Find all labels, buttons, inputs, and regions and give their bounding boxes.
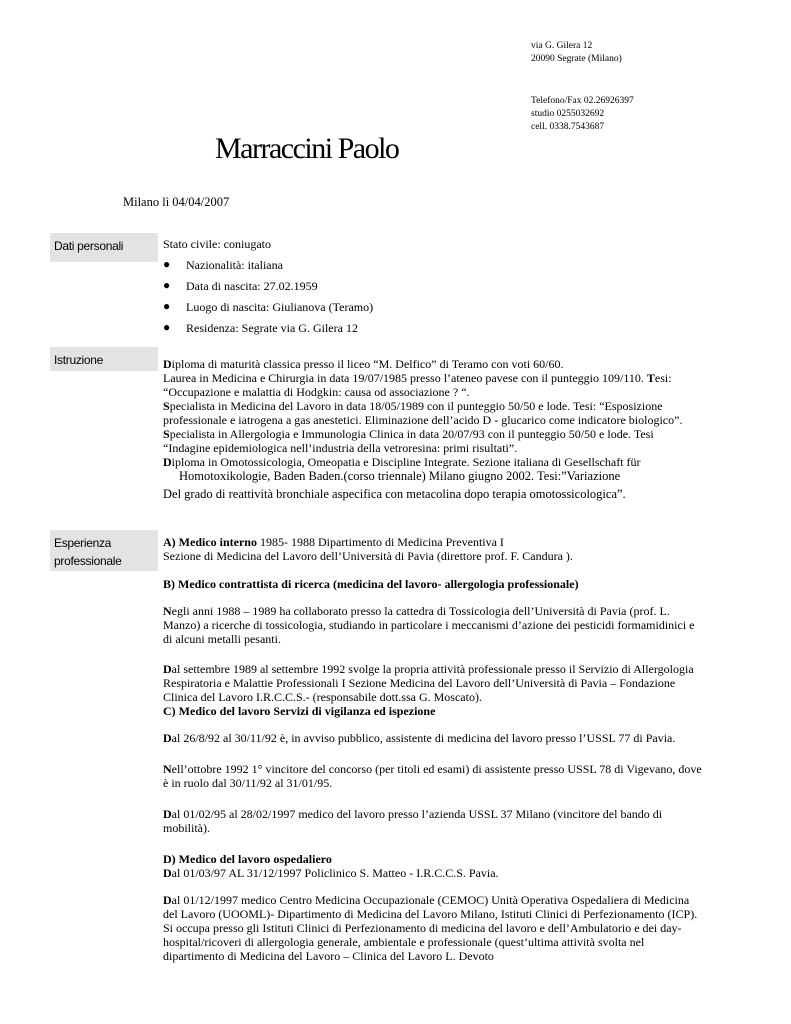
contact-block [531,95,771,134]
stato-civile: Stato civile: coniugato [163,237,271,251]
esperienza-c-p2: Nell’ottobre 1992 1° vincitore del concorso (per titoli ed esami) di assistente presso USSL 78 di Vigevano, dove è in ruolo dal 30/11/92 al 31/01/95. [163,762,702,790]
istruzione-line: Diploma in Omotossicologia, Omeopatia e Discipline Integrate. Sezione italiana di Gesellschaft für [163,455,641,469]
istruzione-line: Specialista in Allergologia e Immunologia Clinica in data 20/07/93 con il punteggio 50/50 e lode. Tesi “Indagine epidemiologica nell’industria della vetroresina: primi risultati”. [163,427,654,455]
section-label-esperienza: Esperienza professionale [50,530,158,571]
esperienza-d-title: D) Medico del lavoro ospedaliero [163,852,332,866]
list-item-text: Residenza: Segrate via G. Gilera 12 [186,321,358,335]
esperienza-b-title: B) Medico contrattista di ricerca (medicina del lavoro- allergologia professionale) [163,577,579,591]
section-label-istruzione: Istruzione [50,347,158,371]
person-name: Marraccini Paolo [215,132,399,165]
istruzione-line: “Occupazione e malattia di Hodgkin: causa od associazione ? “. [163,385,470,399]
contact-tel: Telefono/Fax 02.26926397 [531,96,634,106]
bullet-icon: ● [163,257,171,271]
esperienza-c-title: C) Medico del lavoro Servizi di vigilanza ed ispezione [163,704,436,718]
istruzione-block [163,357,703,502]
address-street: via G. Gilera 12 [531,41,593,51]
istruzione-line: Diploma di maturità classica presso il liceo “M. Delfico” di Teramo con voti 60/60. [163,357,564,371]
istruzione-line: Homotoxikologie, Baden Baden.(corso triennale) Milano giugno 2002. Tesi:”Variazione [179,469,621,483]
esperienza-a: A) Medico interno 1985- 1988 Dipartimento di Medicina Preventiva I [163,535,504,549]
address-block [531,40,771,66]
esperienza-c-p3: Dal 01/02/95 al 28/02/1997 medico del lavoro presso l’azienda USSL 37 Milano (vincitore del bando di mobilità). [163,807,663,835]
esperienza-block [163,535,703,963]
bullet-icon: ● [163,320,171,334]
list-item-text: Data di nascita: 27.02.1959 [186,279,318,293]
esperienza-c-p1: Dal 26/8/92 al 30/11/92 è, in avviso pubblico, assistente di medicina del lavoro presso l’USSL 77 di Pavia. [163,731,676,745]
esperienza-b-p1: Negli anni 1988 – 1989 ha collaborato presso la cattedra di Tossicologia dell’Università di Pavia (prof. L. Manzo) a ricerche di tossicologia, studiando in particolare i meccanismi d’azione dei pesticidi formamidinici e di alcuni metalli pesanti. [163,604,695,646]
address-city: 20090 Segrate (Milano) [531,54,622,64]
contact-studio: studio 0255032692 [531,109,605,119]
esperienza-d-p2: Dal 01/12/1997 medico Centro Medicina Occupazionale (CEMOC) Unità Operativa Ospedaliera di Medicina del Lavoro (UOOML)- Dipartimento di Medicina del Lavoro Milano, Istituti Clinici di Perfezionamento (ICP). Si occupa presso gli Istituti Clinici di Perfezionamento di medicina del lavoro e dell’Ambulatorio e dei day- hospital/ricoveri di allergologia generale, ambientale e professionale (quest’ultima attività svolta nel dipartimento di Medicina del Lavoro – Clinica del Lavoro L. Devoto [163,893,698,963]
section-label-dati-personali: Dati personali [50,233,158,262]
istruzione-line: Laurea in Medicina e Chirurgia in data 19/07/1985 presso l’ateneo pavese con il punteggio 109/110. Tesi: [163,371,672,385]
esperienza-b-p2: Dal settembre 1989 al settembre 1992 svolge la propria attività professionale presso il Servizio di Allergologia Respiratoria e Malattie Professionali I Sezione Medicina del Lavoro dell’Università di Pavia – Fondazione Clinica del Lavoro I.R.C.C.S.- (responsabile dott.ssa G. Moscato). [163,662,694,704]
istruzione-line: Specialista in Medicina del Lavoro in data 18/05/1989 con il punteggio 50/50 e lode. Tesi: “Esposizione professionale e iatrogena a gas anestetici. Eliminazione dell’acido D - glucarico come indicatore biologico”. [163,399,683,427]
esperienza-d-p1: Dal 01/03/97 AL 31/12/1997 Policlinico S. Matteo - I.R.C.C.S. Pavia. [163,866,499,880]
esperienza-a-detail: Sezione di Medicina del Lavoro dell’Università di Pavia (direttore prof. F. Candura ). [163,549,573,563]
contact-cell: cell. 0338.7543687 [531,122,605,132]
bullet-icon: ● [163,278,171,292]
list-item-text: Nazionalità: italiana [186,258,283,272]
bullet-icon: ● [163,299,171,313]
list-item-text: Luogo di nascita: Giulianova (Teramo) [186,300,374,314]
istruzione-line: Del grado di reattività bronchiale aspecifica con metacolina dopo terapia omotossicologica”. [163,487,626,501]
date-line: Milano lì 04/04/2007 [123,195,230,209]
